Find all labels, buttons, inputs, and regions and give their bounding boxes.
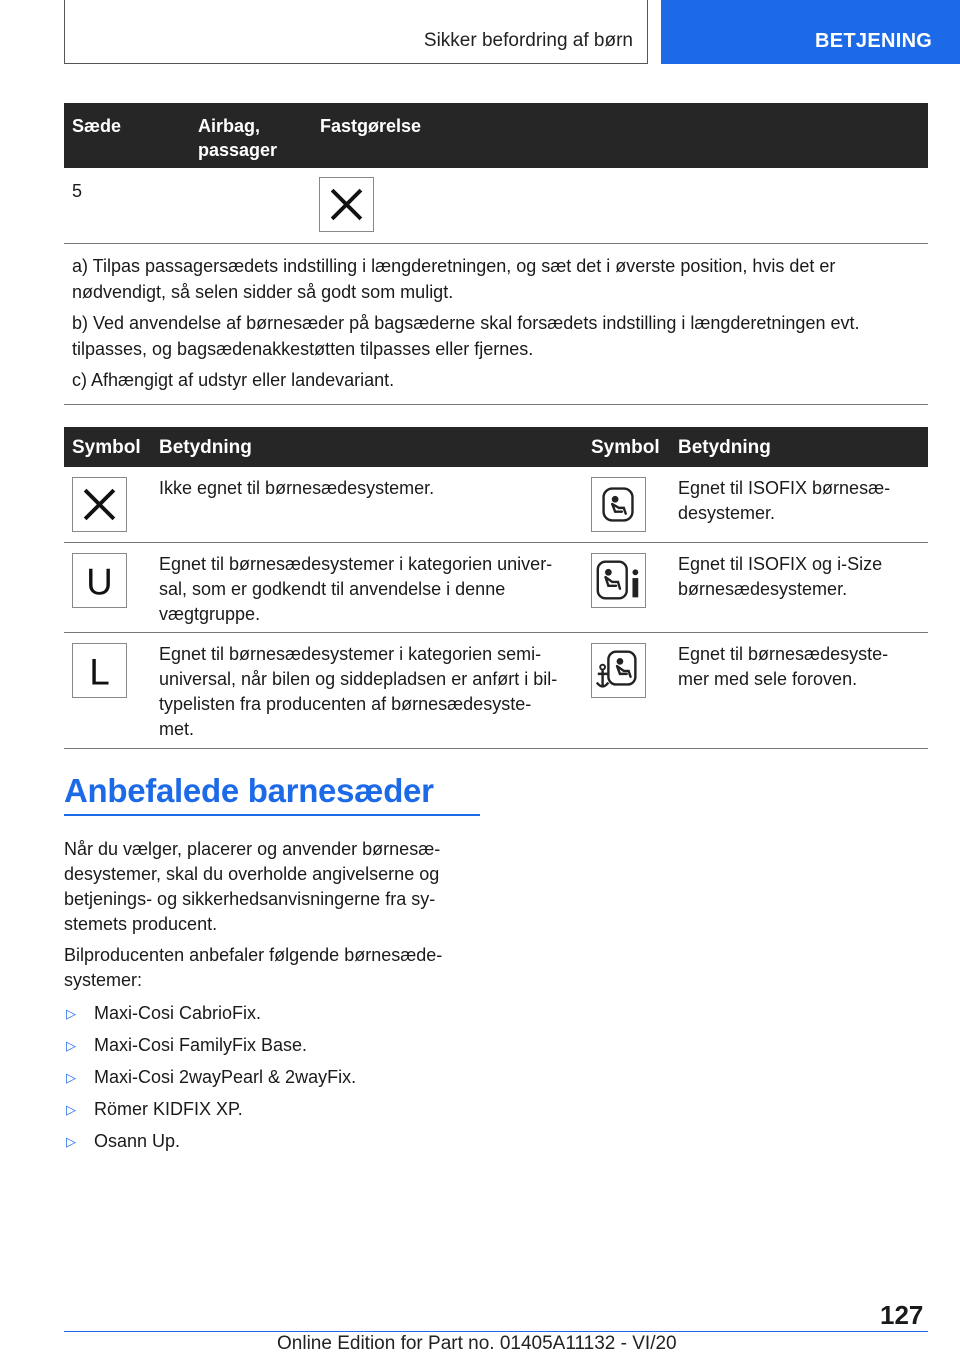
header-airbag: Airbag, passager [198,116,278,160]
list-item [64,1065,484,1097]
table-row [64,467,928,543]
footnote-b: b) Ved anvendelse af børnesæder på bagsæderne skal forsædets indstilling i længderetningen evt. tilpasses, og bagsædenakkestøtten tilpasses eller fjernes. [72,313,860,359]
isofix-seat-icon [591,477,646,532]
header-symbol-right: Symbol [591,437,660,458]
triangle-bullet-icon: ▷ [66,1006,76,1021]
body-paragraph-2 [64,943,484,993]
header-symbol-left: Symbol [72,437,141,458]
section-title: Anbefalede barnesæder [64,772,434,809]
triangle-bullet-icon: ▷ [66,1134,76,1149]
list-item-text: Maxi-Cosi 2wayPearl & 2wayFix. [94,1067,357,1087]
table-row [64,543,928,633]
triangle-bullet-icon: ▷ [66,1102,76,1117]
recommended-seats-list [64,1001,484,1161]
seat-table [64,103,928,405]
list-item-text: Osann Up. [94,1131,181,1151]
universal-u-glyph: U [86,561,113,603]
header-chapter-label: BETJENING [815,30,933,52]
x-cross-icon [72,477,127,532]
meaning-top-tether: Egnet til børnesædesyste- mer med sele foroven. [678,644,889,689]
list-item [64,1097,484,1129]
list-item-text: Römer KIDFIX XP. [94,1099,243,1119]
semi-universal-l-glyph: L [89,651,110,693]
body-paragraph-1 [64,837,484,937]
meaning-isofix-i-size: Egnet til ISOFIX og i-Size børnesædesystemer. [678,554,883,599]
header-section-title: Sikker befordring af børn [423,30,633,51]
meaning-semi-universal: Egnet til børnesædesystemer i kategorien semi- universal, når bilen og siddepladsen er anført i bil- typelisten fra producenten af børnesædesyste- met. [159,644,558,739]
isofix-i-size-icon [591,553,646,608]
section-rule [64,814,480,816]
footer-rule [64,1331,928,1332]
universal-u-icon [72,553,127,608]
header-chapter-tab[interactable] [661,0,960,64]
symbol-table [64,427,928,749]
semi-universal-l-icon [72,643,127,698]
header-seat: Sæde [72,116,122,136]
list-item-text: Maxi-Cosi FamilyFix Base. [94,1035,308,1055]
header-meaning-left: Betydning [159,437,252,458]
header-mounting: Fastgørelse [320,116,422,136]
header-section-box [64,0,648,64]
symbol-table-header [64,427,928,467]
header-meaning-right: Betydning [678,437,771,458]
footnote-a: a) Tilpas passagersædets indstilling i længderetningen, og sæt det i øverste position, hvis det er nødvendigt, så selen sidder så godt som muligt. [72,256,836,302]
list-item [64,1129,484,1161]
meaning-universal: Egnet til børnesædesystemer i kategorien univer- sal, som er godkendt til anvendelse i denne vægtgruppe. [159,554,553,624]
triangle-bullet-icon: ▷ [66,1038,76,1053]
paragraph-text: Når du vælger, placerer og anvender børnesæ- desystemer, skal du overholde angivelserne og betjenings- og sikkerhedsanvisningerne fra sy- stemets producent. [64,839,441,934]
table-row [64,168,928,244]
list-item-text: Maxi-Cosi CabrioFix. [94,1003,262,1023]
table-row [64,633,928,749]
footnote-c: c) Afhængigt af udstyr eller landevariant. [72,370,395,390]
list-item [64,1001,484,1033]
table-footnotes [64,244,928,405]
seat-number: 5 [72,181,83,201]
footer-edition-link[interactable]: Online Edition for Part no. 01405A11132 - VI/20 [277,1333,677,1354]
seat-table-header [64,103,928,168]
meaning-isofix: Egnet til ISOFIX børnesæ- desystemer. [678,478,891,523]
meaning-not-suitable: Ikke egnet til børnesædesystemer. [159,478,435,498]
paragraph-text: Bilproducenten anbefaler følgende børnesæde- systemer: [64,945,443,990]
list-item [64,1033,484,1065]
triangle-bullet-icon: ▷ [66,1070,76,1085]
page-number: 127 [880,1300,924,1330]
child-seat-anchor-icon [591,643,646,698]
x-cross-icon [319,177,374,232]
